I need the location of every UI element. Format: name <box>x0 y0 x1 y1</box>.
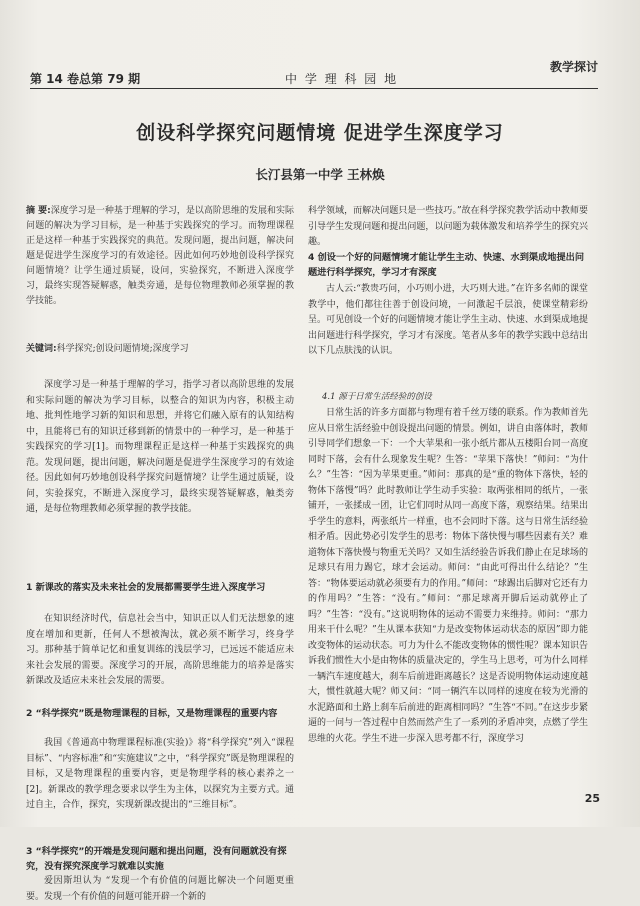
section-1-paragraph: 在知识经济时代，信息社会当中，知识正以人们无法想象的速度在增加和更新，任何人不想被淘汰，就必须不断学习，终身学习。那种基于简单记忆和重复训练的浅层学习，已远远不能适应未来社会发展的需要。深度学习的开展，高阶思维能力的培养是落实新课改及适应未来社会发展的需要。 <box>26 614 294 686</box>
section-2-heading: 2 “科学探究”既是物理课程的目标，又是物理课程的重要内容 <box>26 708 278 719</box>
volume-issue: 第 14 卷总第 79 期 <box>30 72 141 86</box>
keywords-label: 关键词: <box>26 344 57 354</box>
header-rule <box>30 88 598 89</box>
section-3-heading: 3 “科学探究”的开端是发现问题和提出问题，没有问题就没有探究，没有探究深度学习就难以实施 <box>26 846 287 872</box>
continued-paragraph: 科学领域，而解决问题只是一些技巧。”故在科学探究教学活动中教师要引导学生发现问题和提出问题，以问题为载体激发和培养学生的探究兴趣。 <box>308 206 588 247</box>
left-column <box>26 204 294 906</box>
section-1-heading: 1 新课改的落实及未来社会的发展都需要学生进入深度学习 <box>26 582 266 593</box>
section-4-paragraph: 古人云:“教贵巧问，小巧则小进，大巧则大进。”在许多名师的课堂教学中，他们都往往善于创设问境，一问激起千层浪，使课堂精彩纷呈。可见创设一个好的问题情境才能让学生主动、快速、水到渠成地提出问题进行科学探究，学习才有深度。笔者从多年的教学实践中总结出以下几点肤浅的认识。 <box>308 284 588 356</box>
article-title: 创设科学探究问题情境 促进学生深度学习 <box>136 122 504 144</box>
right-column <box>308 204 588 824</box>
intro-paragraph: 深度学习是一种基于理解的学习，指学习者以高阶思维的发展和实际问题的解决为学习目标，以整合的知识为内容，积极主动地、批判性地学习新的知识和思想，并将它们融入原有的认知结构中，且能将已有的知识迁移到新的情景中的一种学习，是一种基于实践探究的学习[1]。而物理课程正是这样一种基于实践探究的典范。发现问题，提出问题，解决问题是促进学生深度学习的有效途径。因此如何巧妙地创设科学探究问题情境？让学生通过质疑，设问，实验探究，不断进入深度学习，最终实现答疑解惑，触类旁通，是每位物理教师必须掌握的教学技能。 <box>26 380 294 514</box>
keywords-text: 科学探究;创设问题情境;深度学习 <box>56 344 189 354</box>
page-header <box>30 58 598 88</box>
column-name: 教学探讨 <box>549 60 598 74</box>
section-2-paragraph: 我国《普通高中物理课程标准(实验)》将“科学探究”列入“课程目标”、“内容标准”和“实施建议”之中，“科学探究”既是物理课程的目标，又是物理课程的重要内容，更是物理学科的核心素养之一[2]。新课改的教学理念要求以学生为主体，以探究为主要方式。通过自主，合作，探究，实现新课改提出的“三维目标”。 <box>26 738 294 810</box>
page-number: 25 <box>584 792 600 805</box>
section-3-paragraph: 爱因斯坦认为 “发现一个有价值的问题比解决一个问题更重要。发现一个有价值的问题可能开辟一个新的 <box>26 876 294 902</box>
abstract-text: 深度学习是一种基于理解的学习，是以高阶思维的发展和实际问题的解决为学习目标，是一种基于实践探究的学习。而物理课程正是这样一种基于实践探究的典范。发现问题，提出问题，解决问题是促进学生深度学习的有效途径。因此如何巧妙地创设科学探究问题情境？让学生通过质疑，设问，实验探究，不断进入深度学习，最终实现答疑解惑，触类旁通，是每位物理教师必须掌握的教学技能。 <box>26 206 294 306</box>
subsection-4-1-heading: 4.1 源于日常生活经验的创设 <box>322 392 432 402</box>
subsection-4-1-paragraph: 日常生活的许多方面都与物理有着千丝万缕的联系。作为教师首先应从日常生活经验中创设提出问题的情景。例如，讲自由落体时，教师引导同学们想象一下：一个大苹果和一张小纸片都从五楼阳台同一高度同时下落，会有什么现象发生呢？生答：“苹果下落快！”师问：“为什么？”生答：“因为苹果更重。”师问：那真的是“重的物体下落快，轻的物体下落慢”吗？此时教师让学生动手实验：取两张相同的纸片，一张铺开，一张揉成一团，让它们同时从同一高度下落，观察结果。结果出乎学生的意料，两张纸片一样重，也不会同时下落。这与日常生活经验相矛盾。因此势必引发学生的思考：物体下落快慢与哪些因素有关？难道物体下落快慢与物重无关吗？又如生活经验告诉我们静止在足球场的足球只有用力踢它，球才会运动。师问：“由此可得出什么结论？”生答：“物体要运动就必须要有力的作用。”师问：“球踢出后脚对它还有力的作用吗？”生答：“没有。”师问：“那足球离开脚后运动就停止了吗？”生答：“没有。”这说明物体的运动不需要力来维持。师问：“那力用来干什么呢？”生从课本获知“力是改变物体运动状态的原因”即力能改变物体的运动状态。可力为什么不能改变物体的惯性呢？课本知识告诉我们惯性大小是由物体的质量决定的，学生马上思考，可为什么同样一辆汽车速度越大，刹车后前进距离越长？这是否说明物体运动速度越大，惯性就越大呢？师又问：“同一辆汽车以同样的速度在较为光滑的水泥路面和土路上刹车后前进的距离相同吗？”生答“不同。”在这步步紧逼的一问与一答过程中自然而然产生了一系列的矛盾冲突，点燃了学生思维的火花。学生不进一步深入思考都不行，深度学习 <box>308 408 588 744</box>
abstract-label: 摘 要: <box>26 206 51 216</box>
article-author: 长汀县第一中学 王林焕 <box>255 167 385 182</box>
keywords <box>26 342 294 356</box>
abstract <box>26 204 294 342</box>
journal-name: 中 学 理 科 园 地 <box>285 72 399 86</box>
section-4-heading: 4 创设一个好的问题情境才能让学生主动、快速、水到渠成地提出问题进行科学探究，学习才有深度 <box>308 252 585 278</box>
